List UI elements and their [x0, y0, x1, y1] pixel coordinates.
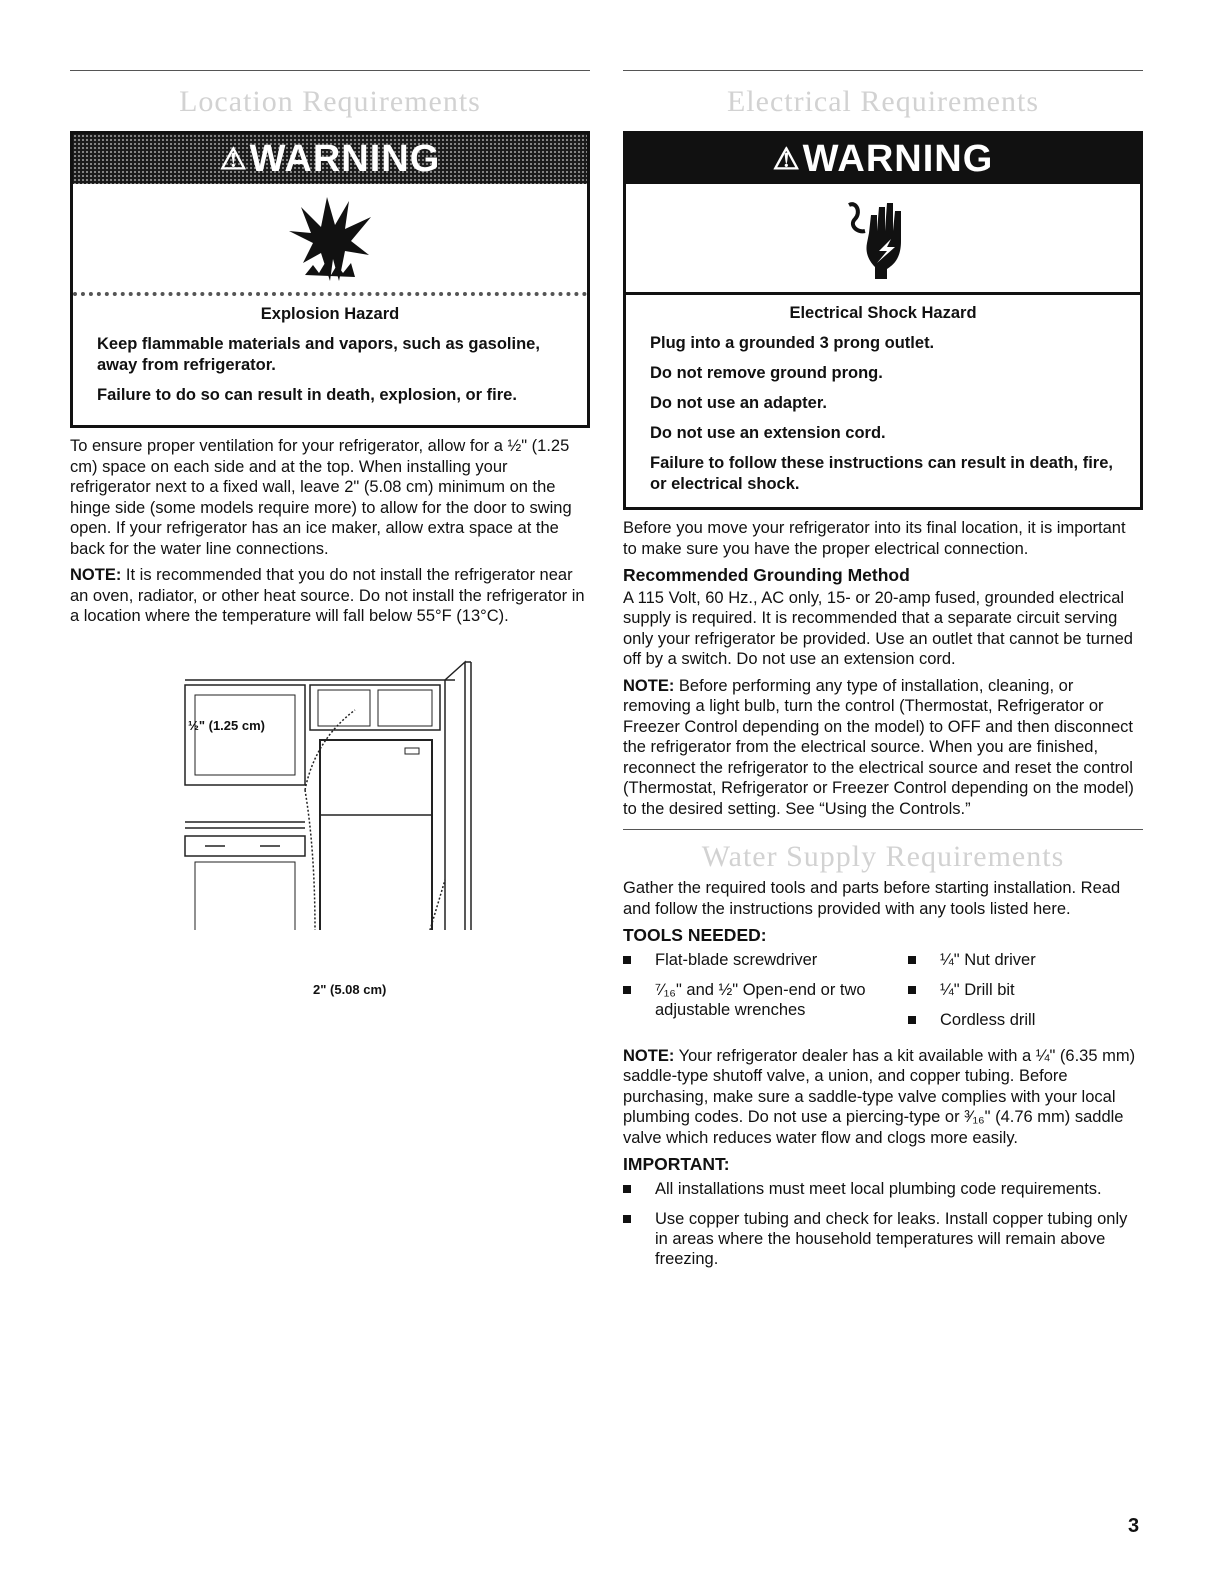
- electrical-note: [623, 676, 1143, 820]
- page-number: 3: [1128, 1515, 1140, 1537]
- note-label: NOTE:: [623, 1046, 675, 1065]
- important-list: [623, 1179, 1143, 1269]
- note-label: NOTE:: [623, 676, 675, 695]
- water-supply-title: Water Supply Requirements: [701, 840, 1065, 873]
- location-requirements-column: [70, 70, 590, 633]
- list-item: ¼" Drill bit: [908, 980, 1036, 1000]
- note-text: It is recommended that you do not install the refrigerator near an oven, radiator, or other heat source. Do not install the refrigerator in a location where the temperature will fall below 55°F (13°C).: [70, 566, 585, 625]
- refrigerator-clearance-illustration: [115, 590, 535, 930]
- list-item: Use copper tubing and check for leaks. Install copper tubing only in areas where the household temperatures will remain above freezing.: [623, 1209, 1143, 1269]
- note-text: Your refrigerator dealer has a kit available with a ¼" (6.35 mm) saddle-type shutoff valve, a union, and copper tubing. Before purchasing, make sure a saddle-type valve complies with your local plumbing codes. Do not use a piercing-type or ³⁄₁₆" (4.76 mm) saddle valve which reduces water flow and clogs more easily.: [623, 1046, 1136, 1147]
- explosion-warning-box: [70, 131, 590, 428]
- list-item: Cordless drill: [908, 1010, 1036, 1030]
- tools-list: [623, 950, 1143, 1040]
- grounding-text: A 115 Volt, 60 Hz., AC only, 15- or 20-amp fused, grounded electrical supply is required. It is recommended that a separate circuit serving only your refrigerator be provided. Use an outlet that cannot be turned off by a switch. Do not use an extension cord.: [623, 588, 1133, 668]
- electrical-warning-text: [626, 295, 1140, 507]
- list-item: All installations must meet local plumbing code requirements.: [623, 1179, 1143, 1199]
- list-item: Flat-blade screwdriver: [623, 950, 908, 970]
- water-intro: Gather the required tools and parts before starting installation. Read and follow the instructions provided with any tools listed here.: [623, 879, 1121, 918]
- electrical-body: [623, 518, 1143, 819]
- section-rule: [623, 829, 1143, 830]
- explosion-icon: [285, 193, 375, 283]
- installation-diagram: [115, 590, 535, 997]
- hazard-title: Explosion Hazard: [260, 305, 400, 323]
- explosion-icon-area: [73, 184, 587, 296]
- warning-line: Do not remove ground prong.: [650, 364, 883, 382]
- electrical-shock-icon: [843, 193, 923, 283]
- electrical-intro: Before you move your refrigerator into its final location, it is important to make sure you have the proper electrical connection.: [623, 519, 1126, 558]
- grounding-heading: Recommended Grounding Method: [623, 565, 910, 585]
- note-text: Before performing any type of installation, cleaning, or removing a light bulb, turn the control (Thermostat, Refrigerator or Freezer Control depending on the model) to OFF and then disconnect the refrigerator from the electrical source. When you are finished, reconnect the refrigerator to the electrical source and reset the control (Thermostat, Refrigerator or Freezer Control depending on the model) to the desired setting. See “Using the Controls.”: [623, 676, 1134, 818]
- warning-line: Keep flammable materials and vapors, such as gasoline, away from refrigerator.: [97, 335, 540, 374]
- warning-triangle-icon: ⚠: [772, 142, 801, 176]
- shock-icon-area: [626, 184, 1140, 295]
- ventilation-paragraph: To ensure proper ventilation for your refrigerator, allow for a ½" (1.25 cm) space on each side and at the top. When installing your refrigerator next to a fixed wall, leave 2" (5.08 cm) minimum on the hinge side (some models require more) to allow for the door to swing open. If your refrigerator has an ice maker, allow extra space at the back for the water line connections.: [70, 437, 572, 558]
- warning-line: Plug into a grounded 3 prong outlet.: [650, 334, 935, 352]
- water-body: [623, 878, 1143, 1269]
- warning-header: [73, 134, 587, 184]
- important-heading: IMPORTANT:: [623, 1154, 730, 1174]
- warning-line: Failure to do so can result in death, explosion, or fire.: [97, 386, 517, 404]
- warning-triangle-icon: ⚠: [219, 142, 248, 176]
- side-clearance-label: ½" (1.25 cm): [188, 718, 265, 733]
- water-note: [623, 1046, 1143, 1149]
- tools-heading: TOOLS NEEDED:: [623, 925, 767, 945]
- location-requirements-title: Location Requirements: [179, 85, 481, 118]
- hazard-title: Electrical Shock Hazard: [789, 304, 977, 322]
- tools-column-2: [908, 950, 1036, 1040]
- warning-label: WARNING: [802, 137, 994, 180]
- warning-line: Do not use an adapter.: [650, 394, 827, 412]
- section-rule: [70, 70, 590, 71]
- warning-label: WARNING: [249, 137, 441, 180]
- note-label: NOTE:: [70, 566, 122, 584]
- tools-column-1: [623, 950, 908, 1040]
- section-rule: [623, 70, 1143, 71]
- explosion-warning-text: [73, 296, 587, 425]
- warning-line: Failure to follow these instructions can result in death, fire, or electrical shock.: [650, 454, 1113, 493]
- warning-line: Do not use an extension cord.: [650, 424, 886, 442]
- list-item: ⁷⁄₁₆" and ½" Open-end or two adjustable wrenches: [623, 980, 908, 1020]
- electrical-requirements-title: Electrical Requirements: [726, 85, 1040, 118]
- electrical-warning-box: [623, 131, 1143, 510]
- warning-header: [626, 134, 1140, 184]
- hinge-clearance-label: 2" (5.08 cm): [313, 982, 387, 997]
- electrical-requirements-column: [623, 70, 1143, 1279]
- list-item: ¼" Nut driver: [908, 950, 1036, 970]
